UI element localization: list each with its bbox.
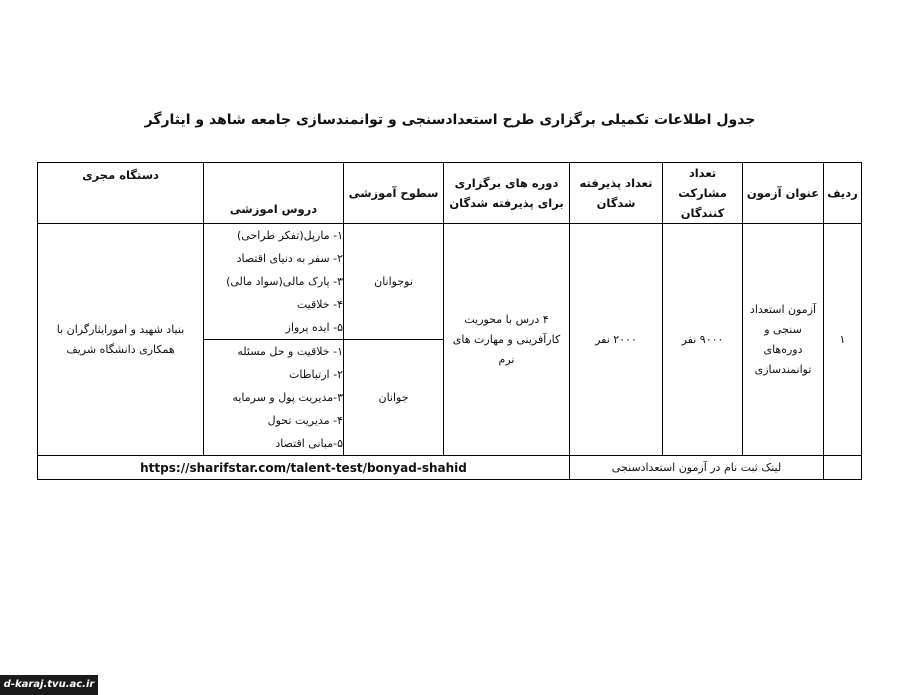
lessons-youth-cell: [204, 340, 344, 456]
site-logo: d-karaj.tvu.ac.ir: [0, 675, 98, 695]
list-item: ۳-مدیریت پول و سرمایه: [232, 391, 343, 404]
info-table: [37, 162, 862, 480]
header-exam-title: عنوان آزمون: [743, 163, 824, 224]
list-item: ۱- مارپل(تفکر طراحی): [236, 229, 343, 242]
header-accepted: تعداد پذیرفته شدگان: [570, 163, 663, 224]
registration-link-label: لینک ثبت نام در آزمون استعدادسنجی: [570, 456, 824, 480]
exam-title-cell: آزمون استعداد سنجی و دوره‌های توانمندسازی: [743, 224, 824, 456]
executor-cell: بنیاد شهید و امورایثارگران با همکاری دانشگاه شریف: [38, 224, 204, 456]
accepted-cell: ۲۰۰۰ نفر: [570, 224, 663, 456]
registration-link[interactable]: https://sharifstar.com/talent-test/bonyad-shahid: [38, 456, 570, 480]
row-number-cell: ۱: [824, 224, 862, 456]
header-row-number: ردیف: [824, 163, 862, 224]
participants-cell: ۹۰۰۰ نفر: [663, 224, 743, 456]
link-row: [38, 456, 862, 480]
table-row: [38, 224, 862, 340]
level-teens-cell: نوجوانان: [344, 224, 444, 340]
courses-cell: ۴ درس با محوریت کارآفرینی و مهارت های نرم: [444, 224, 570, 456]
header-courses: دوره های برگزاری برای پذیرفته شدگان: [444, 163, 570, 224]
list-item: ۳- پارک مالی(سواد مالی): [226, 275, 343, 288]
level-youth-cell: جوانان: [344, 340, 444, 456]
list-item: ۴- خلاقیت: [296, 298, 343, 311]
header-levels: سطوح آموزشی: [344, 163, 444, 224]
list-item: ۲- سفر به دنیای اقتصاد: [236, 252, 343, 265]
link-empty-cell: [824, 456, 862, 480]
list-item: ۴- مدیریت تحول: [267, 414, 343, 427]
header-participants: تعداد مشارکت کنندگان: [663, 163, 743, 224]
list-item: ۲- ارتباطات: [289, 368, 343, 381]
list-item: ۵- ایده پرواز: [285, 321, 343, 334]
list-item: ۱- خلاقیت و حل مسئله: [237, 345, 343, 358]
header-row: [38, 163, 862, 224]
list-item: ۵-مبانی اقتصاد: [275, 437, 343, 450]
page-title: جدول اطلاعات تکمیلی برگزاری طرح استعدادسنجی و توانمندسازی جامعه شاهد و ایثارگر: [144, 112, 756, 128]
header-lessons: دروس اموزشی: [204, 163, 344, 224]
lessons-teens-cell: [204, 224, 344, 340]
header-executor: دستگاه مجری: [38, 163, 204, 224]
